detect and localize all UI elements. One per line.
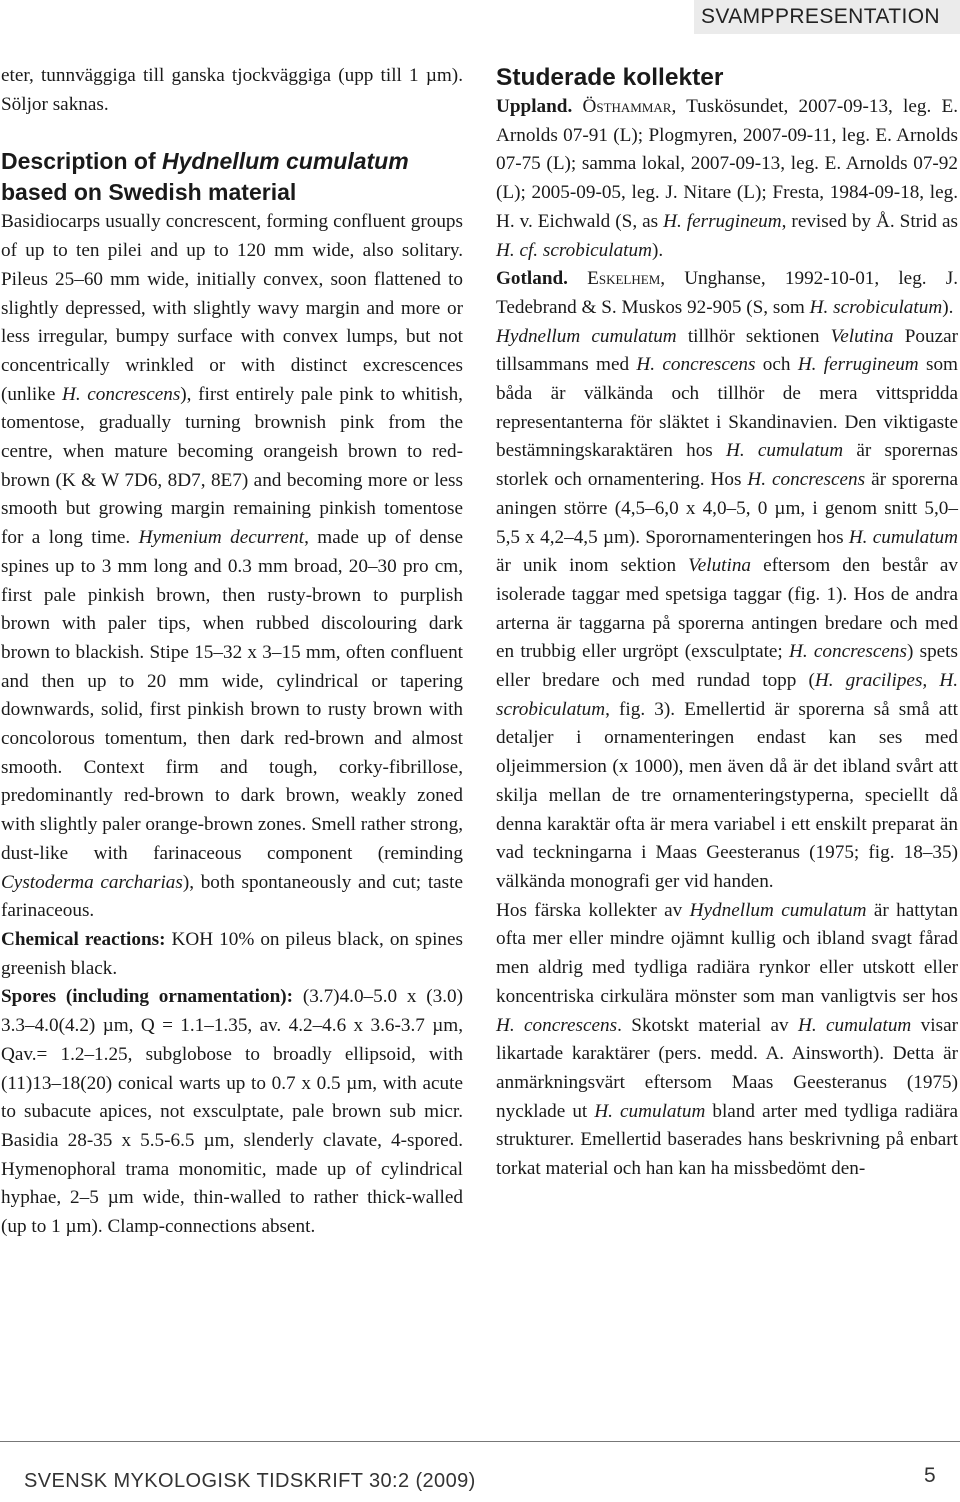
discussion-paragraph-2: Hos färska kollekter av Hydnellum cumulatum är hattytan ofta mer eller mindre ojämnt kullig och ibland svagt fårad men aldrig med tydliga radiära rynkor eller utskott eller koncentriska cirkulära mönster som man vanligtvis ser hos H. concrescens. Skotskt material av H. cumulatum visar likartade karaktärer (pers. medd. A. Ainsworth). Detta är anmärkningsvärt eftersom Maas Geesteranus (1975) nycklade ut H. cumulatum bland arter med tydliga radiära strukturer. Emellertid baserades hans beskrivning på enbart torkat material och han kan ha missbedömt den- (496, 899, 958, 1180)
spores-paragraph: Spores (including ornamentation): (3.7)4.0–5.0 x (3.0) 3.3–4.0(4.2) µm, Q = 1.1–1.35, av. 4.2–4.6 x 3.6-3.7 µm, Qav.= 1.2–1.25, subglobose to broadly ellipsoid, with (11)13–18(20) conical warts up to 0.7 x 0.5 µm, with acute to subacute apices, not exsculptate, pale brown sub micr. Basidia 28-35 x 5.5-6.5 µm, slenderly clavate, 4-spored. Hymenophoral trama monomitic, made up of cylindrical hyphae, 2–5 µm wide, thin-walled to rather thick-walled (up to 1 µm). Clamp-connections absent. (1, 986, 463, 1238)
chemical-reactions-paragraph: Chemical reactions: KOH 10% on pileus black, on spines greenish black. (1, 928, 464, 979)
collection-uppland: Uppland. Östhammar, Tuskösundet, 2007-09-13, leg. E. Arnolds 07-91 (L); Plogmyren, 2007-09-11, leg. E. Arnolds 07-75 (L); samma lokal, 2007-09-13, leg. E. Arnolds 07-92 (L); 2005-09-05, leg. J. Nitare (L); Fresta, 1984-09-18, leg. H. v. Eichwald (S, as H. ferrugineum, revised by Å. Strid as H. cf. scrobiculatum). (496, 96, 959, 261)
discussion-paragraph-1: Hydnellum cumulatum tillhör sektionen Velutina Pouzar tillsammans med H. concrescens och H. ferrugineum som båda är välkända och tillhör de mera vittspridda representanterna för släktet i Skandinavien. Den viktigaste bestämningskaraktären hos H. cumulatum är sporernas storlek och ornamentering. Hos H. concrescens är sporerna aningen större (4,5–6,0 x 4,0–5, 0 µm, i genom snitt 5,0–5,5 x 4,2–4,5 µm). Sporornamenteringen hos H. cumulatum är unik inom sektion Velutina eftersom den består av isolerade taggar med spetsiga taggar (fig. 1). Hos de andra arterna är taggarna på sporerna antingen bredare och med en trubbig eller urgröpt (exsculptate; H. concrescens) spets eller bredare och med rundad topp (H. gracilipes, H. scrobiculatum, fig. 3). Emellertid är sporerna så små att detaljer i ornamenteringen endast kan ses med oljeimmersion (x 1000), men även då är det ibland svårt att skilja mellan de tre ornamenteringstyperna, speciellt då denna karaktär ofta är mera variabel i ett enskilt preparat än vad teckningarna i Maas Geesteranus (1975; fig. 18–35) välkända monografi ger vid handen. (496, 325, 958, 892)
left-column (1, 62, 463, 1242)
description-paragraph: Basidiocarps usually concrescent, forming confluent groups of up to ten pilei and up to 120 mm wide, also solitary. Pileus 25–60 mm wide, initially convex, soon flattened to slightly depressed, with slightly wavy margin and more or less irregular, bumpy surface with convex lumps, but not concentrically wrinkled or with distinct excrescences (unlike H. concrescens), first entirely pale pink to whitish, tomentose, gradually turning brownish pink from the centre, when mature becoming orangeish brown to red-brown (K & W 7D6, 8D7, 8E7) and becoming more or less smooth but growing margin remaining pinkish tomentose for a long time. Hymenium decurrent, made up of dense spines up to 3 mm long and 0.3 mm broad, 20–30 pro cm, first pale pinkish brown, then rusty-brown to purplish brown with paler tips, when rubbed discolouring dark brown to blackish. Stipe 15–32 x 3–15 mm, often confluent and then up to 20 mm wide, cylindrical or tapering downwards, solid, first pinkish brown to rusty brown with concolorous tomentum, then dark red-brown and almost smooth. Context firm and tough, corky-fibrillose, predominantly red-brown to dark brown, weakly zoned with slightly paler orange-brown zones. Smell rather strong, dust-like with farinaceous component (reminding Cystoderma carcharias), both spontaneously and cut; taste farinaceous. (1, 211, 463, 922)
section-header: SVAMPPRESENTATION (701, 5, 940, 28)
right-column (496, 62, 958, 1184)
footer-divider (0, 1441, 960, 1442)
collection-gotland: Gotland. Eskelhem, Unghanse, 1992-10-01, leg. J. Tedebrand & S. Muskos 92-905 (S, som H. scrobiculatum). (496, 268, 959, 318)
description-heading: Description of Hydnellum cumulatum based on Swedish material (1, 148, 409, 206)
paragraph-continuation: eter, tunnväggiga till ganska tjockväggiga (upp till 1 µm). Söljor saknas. (1, 65, 463, 115)
collections-heading: Studerade kollekter (496, 64, 724, 91)
page-number: 5 (924, 1464, 936, 1487)
journal-name: SVENSK MYKOLOGISK TIDSKRIFT 30:2 (2009) (24, 1470, 476, 1492)
